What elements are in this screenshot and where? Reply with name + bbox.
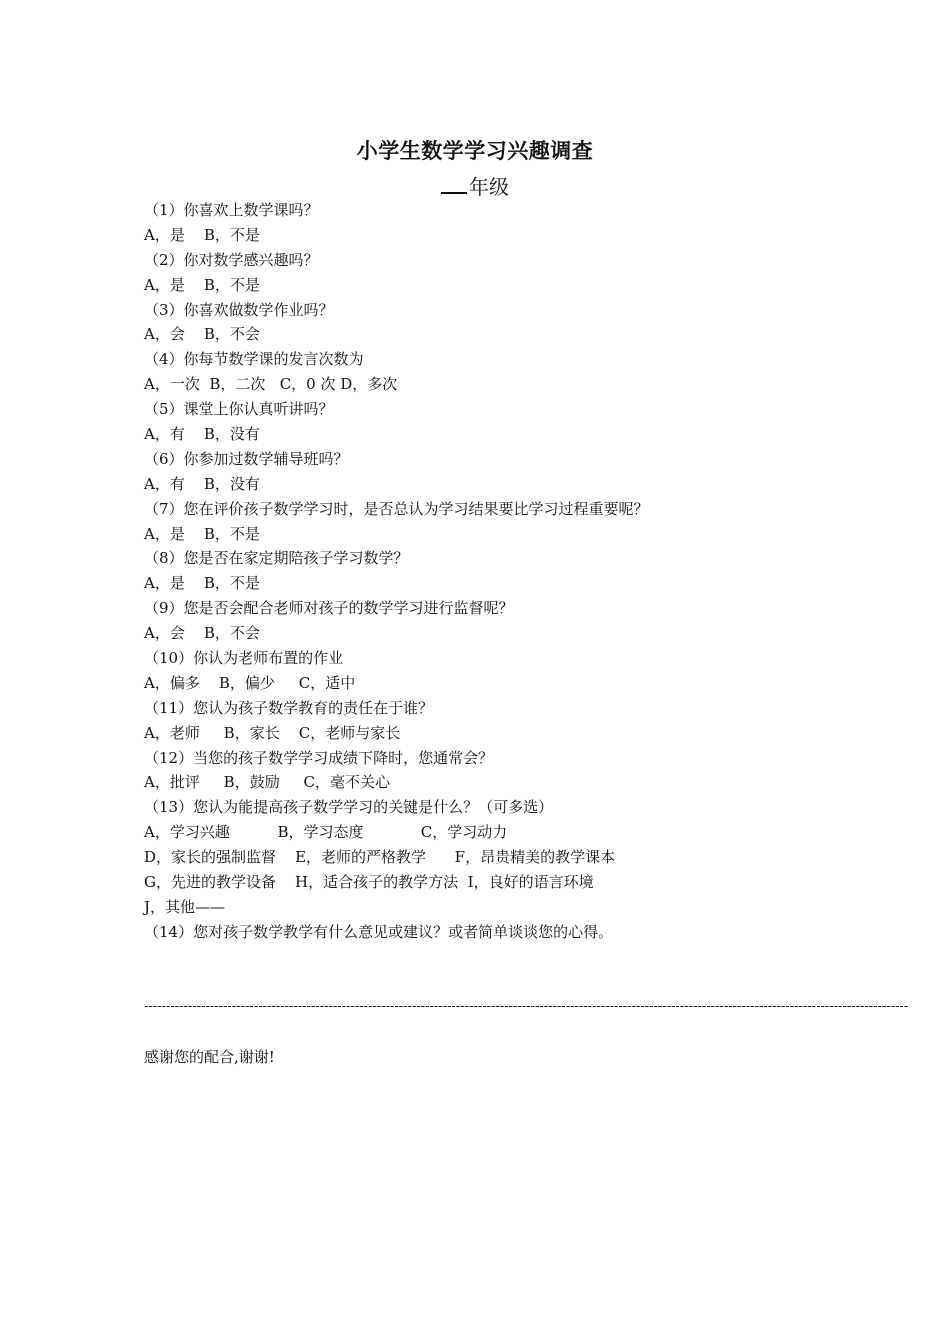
options-1: A，是 B，不是 <box>144 225 260 244</box>
options-3: A，会 B，不会 <box>144 325 260 344</box>
options-13-row-3: G，先进的教学设备 H，适合孩子的教学方法 I，良好的语言环境 <box>144 873 594 892</box>
question-7: （7）您在评价孩子数学学习时，是否总认为学习结果要比学习过程重要呢？ <box>144 499 649 518</box>
options-8: A，是 B，不是 <box>144 574 260 593</box>
options-10: A，偏多 B，偏少 C，适中 <box>144 673 356 692</box>
grade-blank <box>441 172 467 194</box>
options-7: A，是 B，不是 <box>144 524 260 543</box>
question-14: （14）您对孩子数学教学有什么意见或建议？或者简单谈谈您的心得。 <box>144 922 614 941</box>
options-4: A，一次 B，二次 C，0 次 D，多次 <box>144 375 398 394</box>
thanks-note: 感谢您的配合,谢谢! <box>144 1048 275 1066</box>
question-13: （13）您认为能提高孩子数学学习的关键是什么？（可多选） <box>144 798 554 817</box>
question-5: （5）课堂上你认真听讲吗？ <box>144 400 334 419</box>
question-10: （10）你认为老师布置的作业 <box>144 649 344 668</box>
options-5: A，有 B，没有 <box>144 425 260 444</box>
options-2: A，是 B，不是 <box>144 275 260 294</box>
options-13-row-4: J，其他—— <box>144 897 226 916</box>
options-13-row-2: D，家长的强制监督 E，老师的严格教学 F，昂贵精美的教学课本 <box>144 848 616 867</box>
grade-label: 年级 <box>469 175 509 199</box>
question-8: （8）您是否在家定期陪孩子学习数学？ <box>144 549 409 568</box>
options-12: A，批评 B，鼓励 C，毫不关心 <box>144 773 391 792</box>
document-title: 小学生数学学习兴趣调查 <box>356 139 594 163</box>
answer-separator-line: ------------------------------------------------------------------------------------------------------------------------------------------------------------------------------ <box>144 999 909 1014</box>
options-6: A，有 B，没有 <box>144 474 260 493</box>
question-1: （1）你喜欢上数学课吗？ <box>144 201 319 219</box>
question-4: （4）你每节数学课的发言次数为 <box>144 350 364 369</box>
options-13-row-1: A，学习兴趣 B，学习态度 C，学习动力 <box>144 823 508 842</box>
question-9: （9）您是否会配合老师对孩子的数学学习进行监督呢？ <box>144 599 514 618</box>
options-11: A，老师 B，家长 C，老师与家长 <box>144 723 401 742</box>
question-3: （3）你喜欢做数学作业吗？ <box>144 300 334 319</box>
options-9: A，会 B，不会 <box>144 624 260 643</box>
question-6: （6）你参加过数学辅导班吗？ <box>144 449 349 468</box>
question-11: （11）您认为孩子数学教育的责任在于谁？ <box>144 698 434 717</box>
question-12: （12）当您的孩子数学学习成绩下降时，您通常会？ <box>144 748 494 767</box>
question-2: （2）你对数学感兴趣吗？ <box>144 250 319 269</box>
survey-questions <box>144 198 824 945</box>
grade-field <box>0 172 950 201</box>
